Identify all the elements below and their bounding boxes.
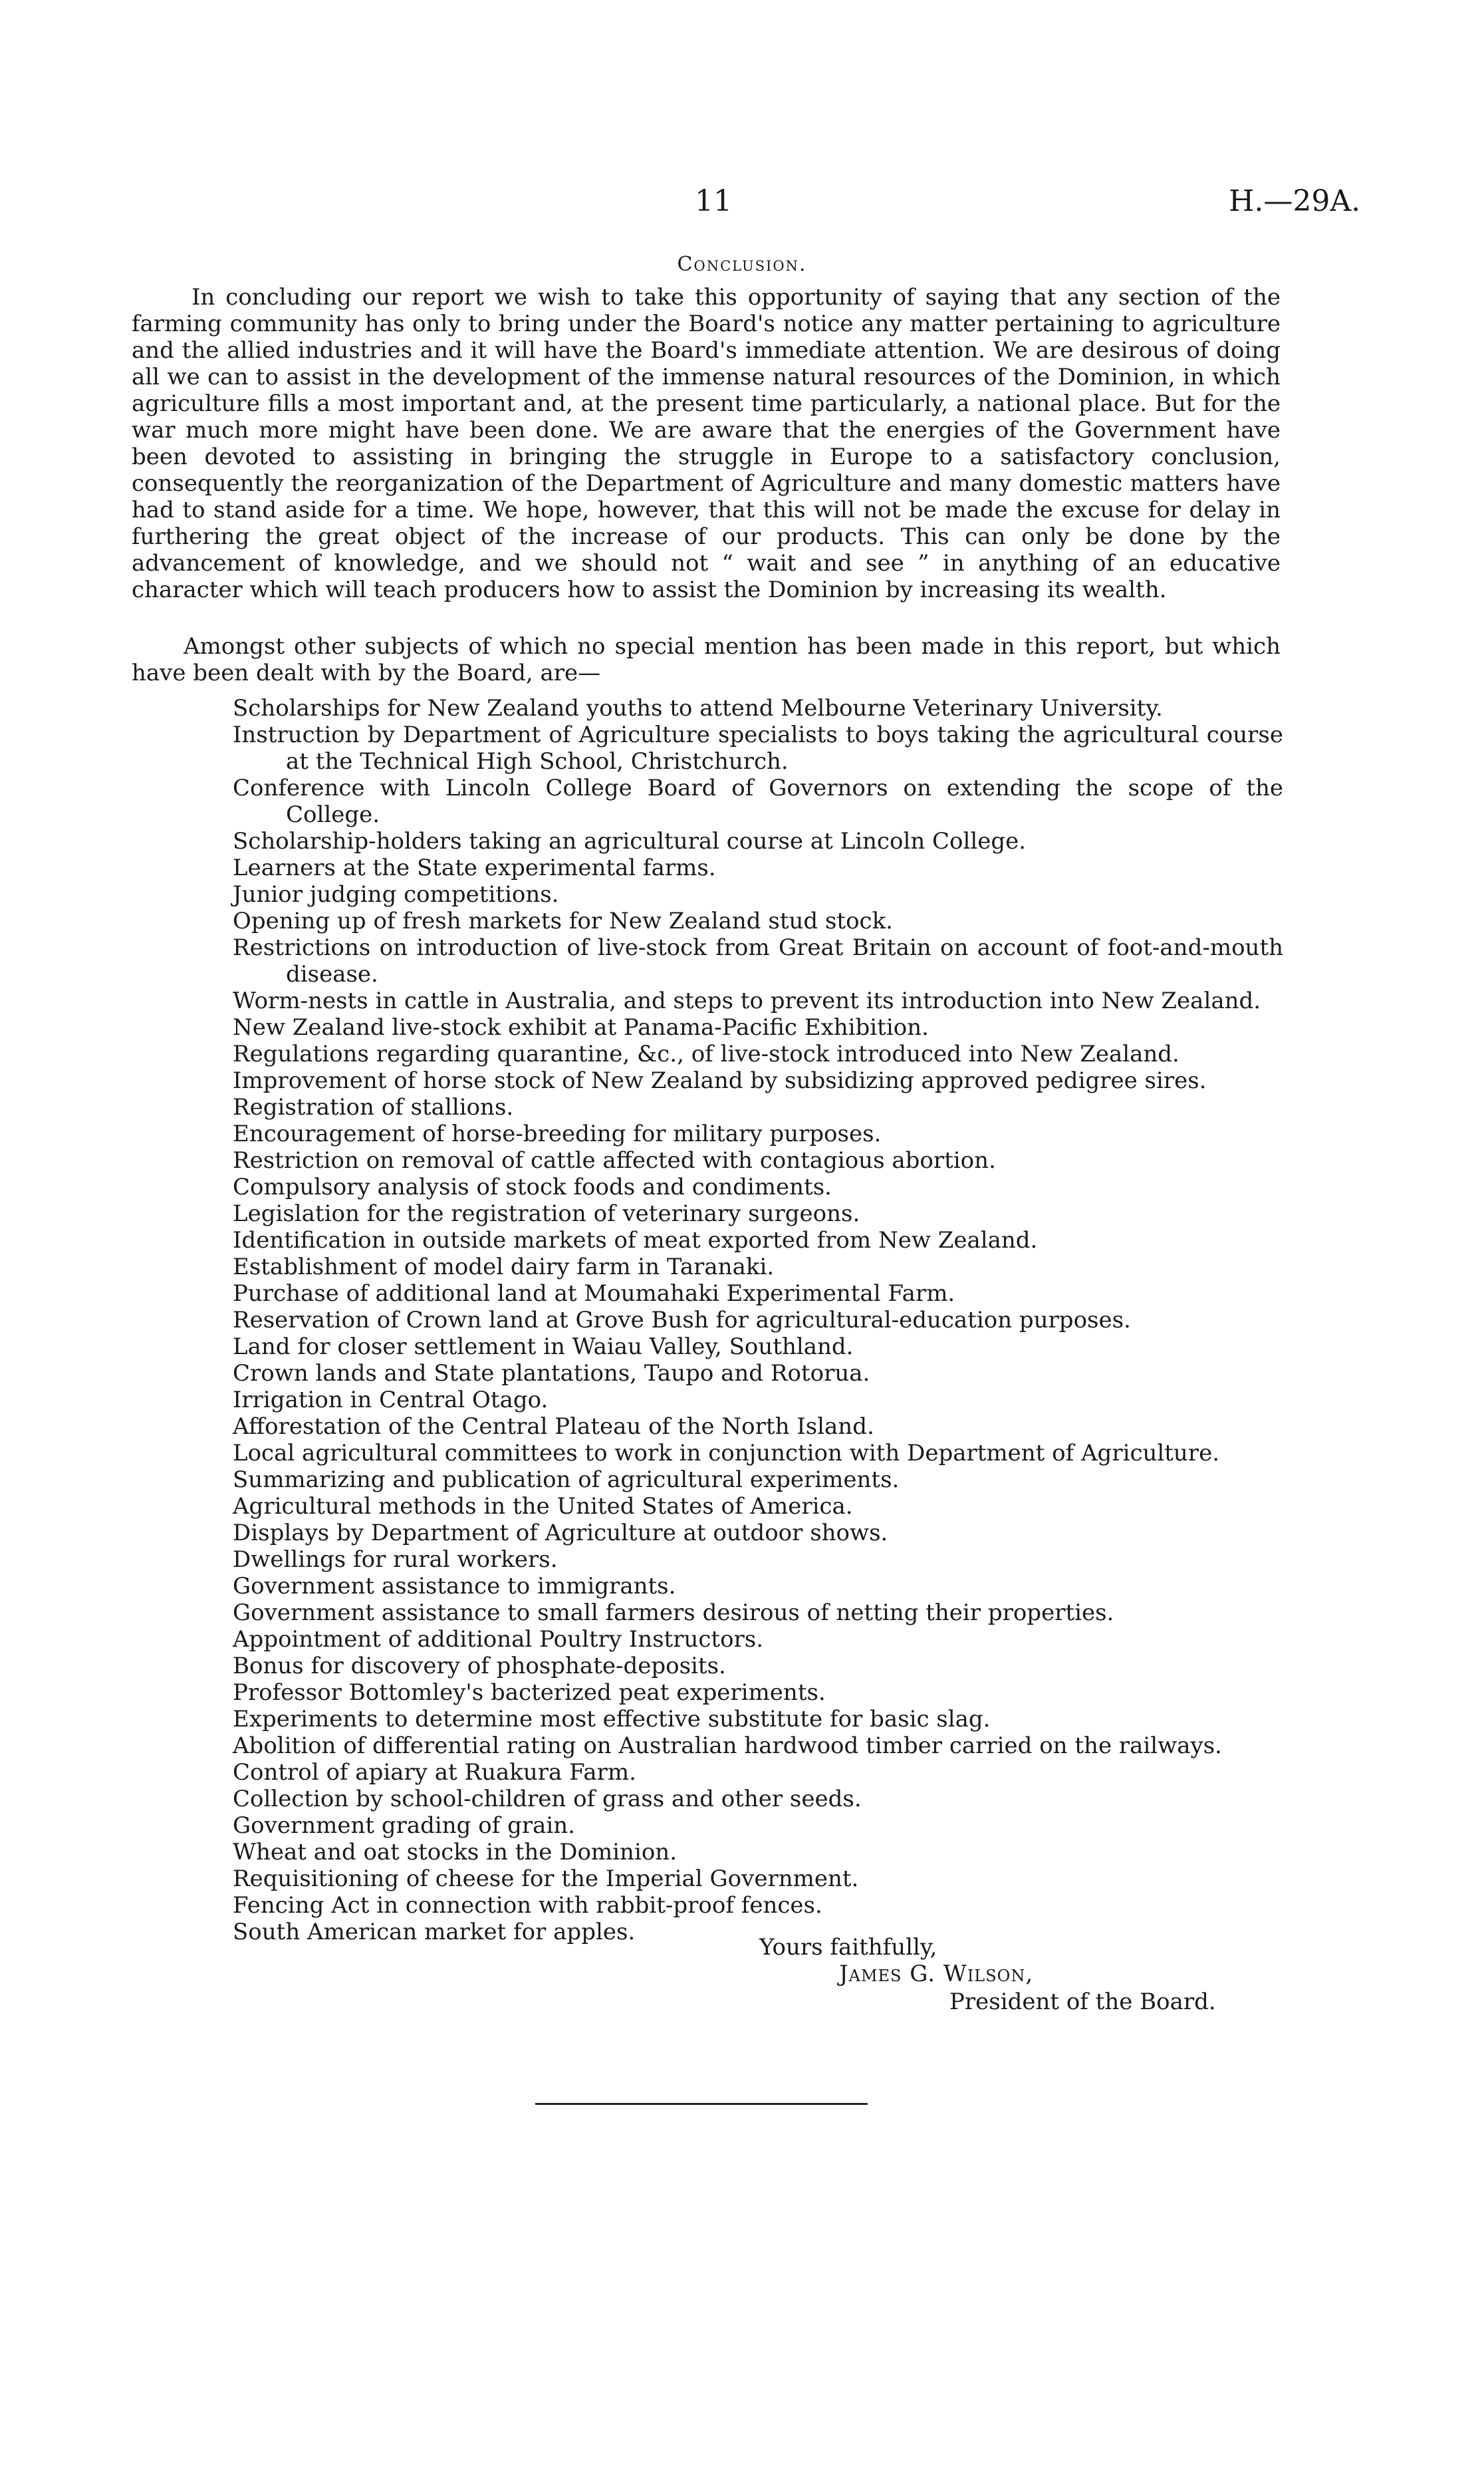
list-item: Learners at the State experimental farms. <box>233 855 716 881</box>
list-item: Reservation of Crown land at Grove Bush for agricultural-education purposes. <box>233 1307 1131 1333</box>
list-item: Local agricultural committees to work in conjunction with Department of Agriculture. <box>233 1440 1219 1466</box>
subjects-list <box>233 695 1283 1945</box>
subjects-intro-paragraph: Amongst other subjects of which no special mention has been made in this report, but which have been dealt with by the Board, are— <box>132 633 1281 686</box>
conclusion-paragraph: In concluding our report we wish to take this opportunity of saying that any section of the farming community has only to bring under the Board's notice any matter pertaining to agriculture and the allied industries and it will have the Board's immediate attention. We are desirous of doing all we can to assist in the development of the immense natural resources of the Dominion, in which agriculture fills a most important and, at the present time particularly, a national place. But for the war much more might have been done. We are aware that the energies of the Government have been devoted to assisting in bringing the struggle in Europe to a satisfactory conclusion, consequently the reorganization of the Department of Agriculture and many domestic matters have had to stand aside for a time. We hope, however, that this will not be made the excuse for delay in furthering the great object of the increase of our products. This can only be done by the advancement of knowledge, and we should not “ wait and see ” in anything of an educative character which will teach producers how to assist the Dominion by increasing its wealth. <box>132 284 1281 603</box>
list-item: Government assistance to immigrants. <box>233 1573 676 1599</box>
list-item: Bonus for discovery of phosphate-deposits. <box>233 1653 726 1679</box>
list-item: Agricultural methods in the United States of America. <box>233 1493 853 1520</box>
document-reference: H.—29A. <box>1229 184 1361 218</box>
list-item: Junior judging competitions. <box>233 881 559 908</box>
list-item: Government assistance to small farmers desirous of netting their properties. <box>233 1599 1114 1626</box>
list-item: Summarizing and publication of agricultural experiments. <box>233 1466 900 1493</box>
list-item: Identification in outside markets of meat exported from New Zealand. <box>233 1227 1038 1254</box>
list-item: Displays by Department of Agriculture at outdoor shows. <box>233 1520 888 1546</box>
list-item: Crown lands and State plantations, Taupo and Rotorua. <box>233 1360 870 1387</box>
list-item: Experiments to determine most effective substitute for basic slag. <box>233 1706 991 1732</box>
list-item: Opening up of fresh markets for New Zealand stud stock. <box>233 908 893 934</box>
page-number: 11 <box>695 184 732 218</box>
list-item: Government grading of grain. <box>233 1812 575 1839</box>
list-item: Professor Bottomley's bacterized peat experiments. <box>233 1679 826 1706</box>
signature-title: President of the Board. <box>949 1989 1216 2015</box>
signature-name: James G. Wilson, <box>839 1961 1034 1987</box>
list-item: Regulations regarding quarantine, &c., of live-stock introduced into New Zealand. <box>233 1041 1179 1067</box>
list-item: Afforestation of the Central Plateau of the North Island. <box>233 1413 874 1440</box>
list-item: Abolition of differential rating on Australian hardwood timber carried on the railways. <box>233 1732 1222 1759</box>
list-item: Land for closer settlement in Waiau Valley, Southland. <box>233 1333 854 1360</box>
list-item: Dwellings for rural workers. <box>233 1546 558 1573</box>
list-item: Worm-nests in cattle in Australia, and steps to prevent its introduction into New Zealand. <box>233 988 1261 1014</box>
list-item: Instruction by Department of Agriculture specialists to boys taking the agricultural course at the Technical High School, Christchurch. <box>233 722 1283 775</box>
list-item: Appointment of additional Poultry Instructors. <box>233 1626 764 1653</box>
section-heading: Conclusion. <box>677 253 807 276</box>
list-item: Purchase of additional land at Moumahaki Experimental Farm. <box>233 1280 955 1307</box>
list-item: Compulsory analysis of stock foods and condiments. <box>233 1174 832 1200</box>
list-item: Control of apiary at Ruakura Farm. <box>233 1759 636 1786</box>
list-item: Collection by school-children of grass and other seeds. <box>233 1786 862 1812</box>
list-item: Fencing Act in connection with rabbit-proof fences. <box>233 1892 822 1919</box>
list-item: Improvement of horse stock of New Zealand by subsidizing approved pedigree sires. <box>233 1067 1207 1094</box>
list-item: Requisitioning of cheese for the Imperial Government. <box>233 1865 859 1892</box>
list-item: Legislation for the registration of veterinary surgeons. <box>233 1200 860 1227</box>
list-item: Scholarships for New Zealand youths to attend Melbourne Veterinary University. <box>233 695 1163 722</box>
signature-closing: Yours faithfully, <box>759 1934 937 1961</box>
closing-divider <box>535 2103 868 2105</box>
list-item: Registration of stallions. <box>233 1094 514 1121</box>
list-item: Restrictions on introduction of live-stock from Great Britain on account of foot-and-mouth disease. <box>233 934 1283 988</box>
list-item: Encouragement of horse-breeding for military purposes. <box>233 1121 882 1147</box>
list-item: Establishment of model dairy farm in Taranaki. <box>233 1254 775 1280</box>
list-item: New Zealand live-stock exhibit at Panama-Pacific Exhibition. <box>233 1014 929 1041</box>
list-item: Restriction on removal of cattle affected with contagious abortion. <box>233 1147 996 1174</box>
list-item: Scholarship-holders taking an agricultural course at Lincoln College. <box>233 828 1027 855</box>
list-item: Conference with Lincoln College Board of Governors on extending the scope of the College. <box>233 775 1283 828</box>
list-item: South American market for apples. <box>233 1919 636 1945</box>
list-item: Wheat and oat stocks in the Dominion. <box>233 1839 677 1865</box>
list-item: Irrigation in Central Otago. <box>233 1387 549 1413</box>
